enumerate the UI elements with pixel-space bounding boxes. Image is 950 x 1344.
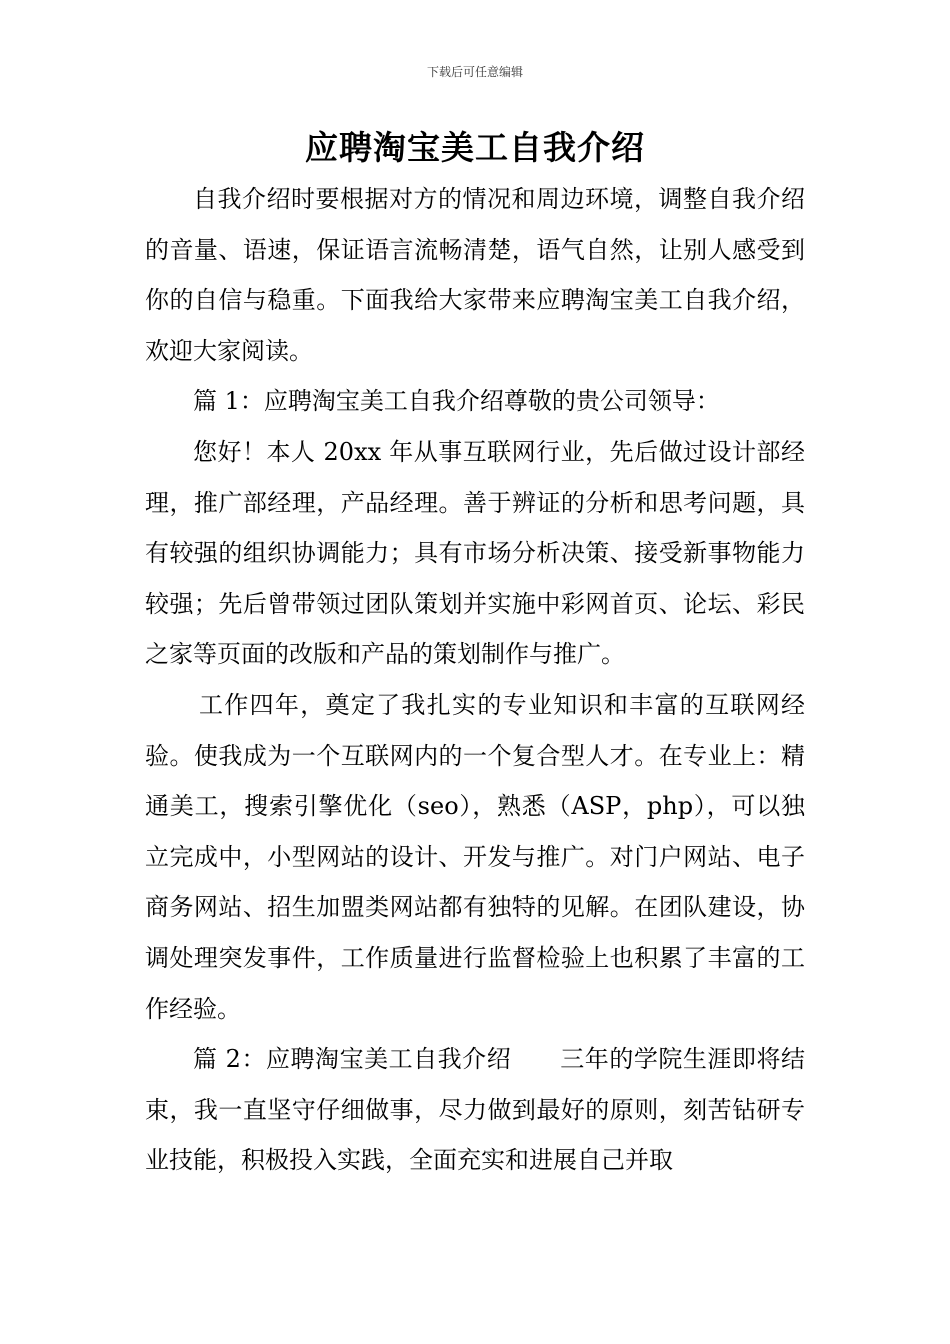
document-body	[145, 174, 805, 1186]
paragraph-section-1-heading: 篇 1：应聘淘宝美工自我介绍尊敬的贵公司领导：	[193, 387, 720, 416]
paragraph-section-1-body: 您好！本人 20xx 年从事互联网行业，先后做过设计部经理，推广部经理，产品经理。善于辨证的分析和思考问题，具有较强的组织协调能力；具有市场分析决策、接受新事物能力较强；先后曾带领过团队策划并实施中彩网首页、论坛、彩民之家等页面的改版和产品的策划制作与推广。	[145, 437, 805, 669]
paragraph-section-2: 篇 2：应聘淘宝美工自我介绍 三年的学院生涯即将结束，我一直坚守仔细做事，尽力做到最好的原则，刻苦钻研专业技能，积极投入实践，全面充实和进展自己并取	[145, 1045, 805, 1175]
paragraph-intro: 自我介绍时要根据对方的情况和周边环境，调整自我介绍的音量、语速，保证语言流畅清楚，语气自然，让别人感受到你的自信与稳重。下面我给大家带来应聘淘宝美工自我介绍，欢迎大家阅读。	[145, 185, 805, 365]
document-title: 应聘淘宝美工自我介绍	[305, 128, 645, 167]
paragraph-section-1-experience: 工作四年，奠定了我扎实的专业知识和丰富的互联网经验。使我成为一个互联网内的一个复合型人才。在专业上：精通美工，搜索引擎优化（seo），熟悉（ASP，php），可以独立完成中，小型网站的设计、开发与推广。对门户网站、电子商务网站、招生加盟类网站都有独特的见解。在团队建设，协调处理突发事件，工作质量进行监督检验上也积累了丰富的工作经验。	[145, 690, 805, 1023]
header-note: 下载后可任意编辑	[426, 65, 523, 79]
